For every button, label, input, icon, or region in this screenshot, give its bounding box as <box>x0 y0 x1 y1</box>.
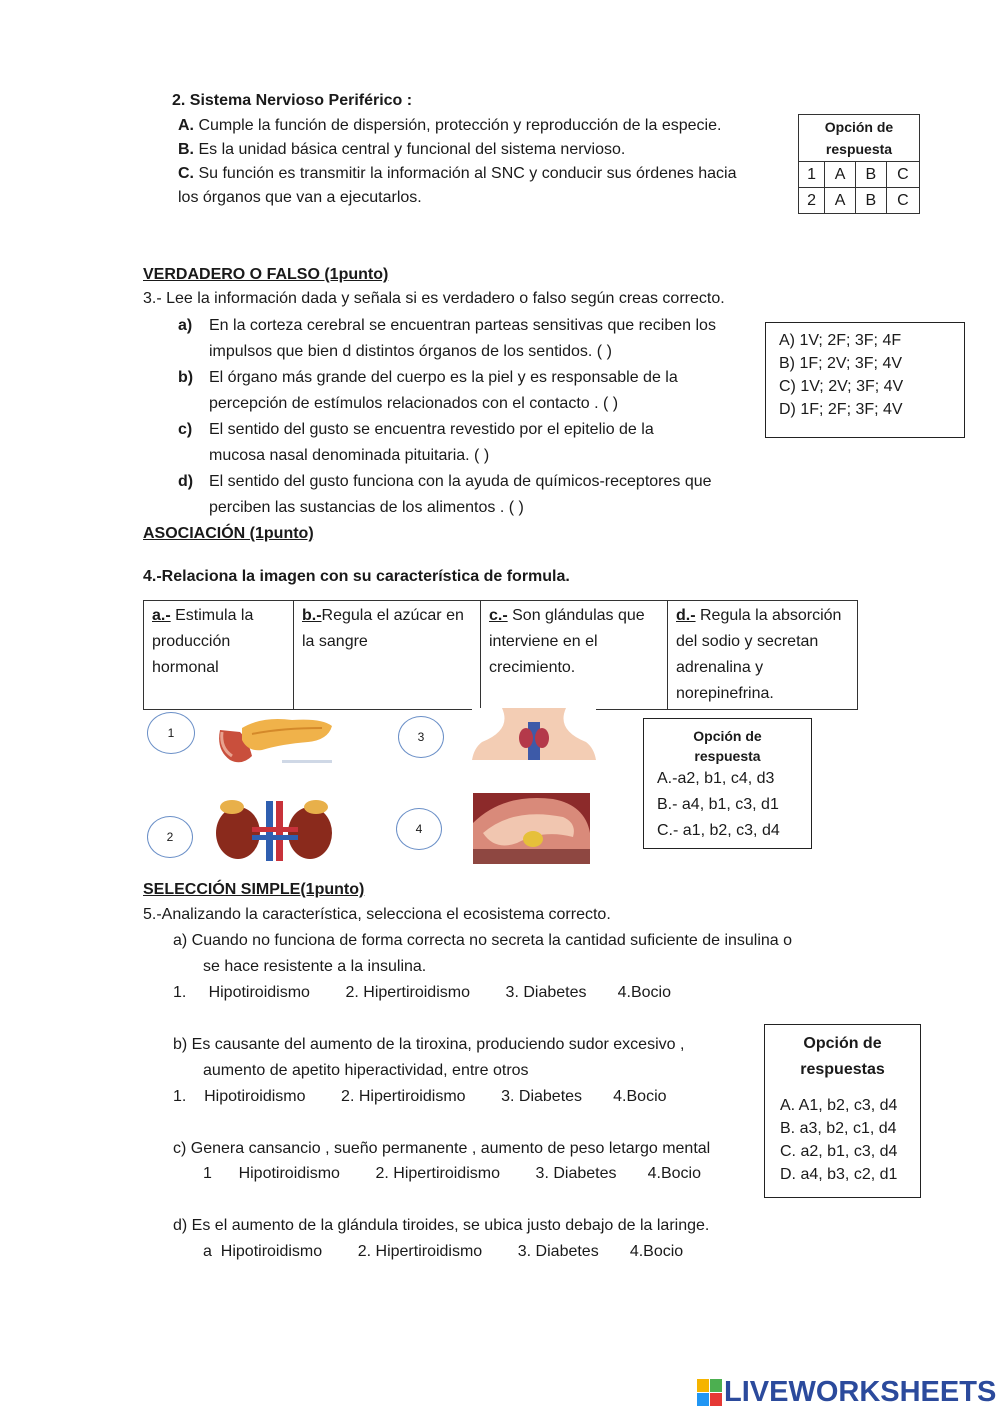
asoc-heading: ASOCIACIÓN (1punto) <box>143 525 314 542</box>
sel-option[interactable]: C. a2, b1, c3, d4 <box>780 1143 898 1160</box>
kidneys-image <box>212 793 338 863</box>
drop-circle-4[interactable]: 4 <box>396 808 442 850</box>
grid-cell-option[interactable]: C <box>886 188 919 214</box>
vf-d-letter: d) <box>178 473 194 490</box>
vf-b-line2: percepción de estímulos relacionados con el contacto . ( ) <box>209 395 619 412</box>
sel-answer-box <box>764 1024 921 1198</box>
vf-option[interactable]: D) 1F; 2F; 3F; 4V <box>779 401 903 418</box>
sel-a-line2: se hace resistente a la insulina. <box>203 958 427 975</box>
sel-d-line1: d) Es el aumento de la glándula tiroides, se ubica justo debajo de la laringe. <box>173 1217 710 1234</box>
sel-option[interactable]: B. a3, b2, c1, d4 <box>780 1120 897 1137</box>
asoc-cell-a: a.- Estimula la producción hormonal <box>144 601 294 710</box>
grid-cell-option[interactable]: A <box>825 188 856 214</box>
vf-b-line1: El órgano más grande del cuerpo es la piel y es responsable de la <box>209 369 678 386</box>
sel-d-options[interactable]: a Hipotiroidismo 2. Hipertiroidismo 3. Diabetes 4.Bocio <box>203 1243 684 1260</box>
asoc-cell-d: d.- Regula la absorción del sodio y secretan adrenalina y norepinefrina. <box>668 601 858 710</box>
sel-a-options[interactable]: 1. Hipotiroidismo 2. Hipertiroidismo 3. Diabetes 4.Bocio <box>173 984 671 1001</box>
q2-item-b: B. Es la unidad básica central y funcional del sistema nervioso. <box>178 141 626 158</box>
sel-heading: SELECCIÓN SIMPLE(1punto) <box>143 881 365 898</box>
vf-b-letter: b) <box>178 369 194 386</box>
vf-heading: VERDADERO O FALSO (1punto) <box>143 266 389 283</box>
vf-instruction: 3.- Lee la información dada y señala si es verdadero o falso según creas correcto. <box>143 290 725 307</box>
q2-item-c: C. Su función es transmitir la información al SNC y conducir sus órdenes hacia <box>178 165 737 182</box>
vf-c-line2: mucosa nasal denominada pituitaria. ( ) <box>209 447 490 464</box>
vf-a-letter: a) <box>178 317 193 334</box>
grid-cell-option[interactable]: C <box>886 162 919 188</box>
pancreas-image <box>212 710 338 768</box>
liveworksheets-logo-icon <box>697 1379 723 1407</box>
vf-option[interactable]: B) 1F; 2V; 3F; 4V <box>779 355 903 372</box>
grid-cell-option[interactable]: B <box>855 188 886 214</box>
q2-answer-header: Opción de respuesta <box>799 115 920 162</box>
vf-d-line1: El sentido del gusto funciona con la ayuda de químicos-receptores que <box>209 473 712 490</box>
sel-a-line1: a) Cuando no funciona de forma correcta no secreta la cantidad suficiente de insulina o <box>173 932 793 949</box>
asoc-option[interactable]: C.- a1, b2, c3, d4 <box>657 822 780 839</box>
drop-circle-2[interactable]: 2 <box>147 816 193 858</box>
pituitary-image <box>473 793 590 864</box>
liveworksheets-brand: LIVEWORKSHEETS <box>724 1376 997 1408</box>
q2-item-c-cont: los órganos que van a ejecutarlos. <box>178 189 422 206</box>
thyroid-image <box>472 708 596 760</box>
grid-cell-option[interactable]: B <box>855 162 886 188</box>
q2-answer-grid <box>798 114 920 214</box>
grid-cell-option[interactable]: A <box>825 162 856 188</box>
asoc-answer-header: Opción de respuesta <box>693 728 762 764</box>
q2-title: 2. Sistema Nervioso Periférico : <box>172 92 413 109</box>
asoc-table <box>143 600 858 710</box>
asoc-option[interactable]: B.- a4, b1, c3, d1 <box>657 796 779 813</box>
sel-option[interactable]: D. a4, b3, c2, d1 <box>780 1166 898 1183</box>
vf-a-line2: impulsos que bien d distintos órganos de los sentidos. ( ) <box>209 343 612 360</box>
sel-instruction: 5.-Analizando la característica, selecciona el ecosistema correcto. <box>143 906 611 923</box>
asoc-instruction: 4.-Relaciona la imagen con su característica de formula. <box>143 568 570 585</box>
asoc-cell-b: b.-Regula el azúcar en la sangre <box>294 601 481 710</box>
sel-c-options[interactable]: 1 Hipotiroidismo 2. Hipertiroidismo 3. Diabetes 4.Bocio <box>203 1165 701 1182</box>
vf-option[interactable]: C) 1V; 2V; 3F; 4V <box>779 378 904 395</box>
asoc-option[interactable]: A.-a2, b1, c4, d3 <box>657 770 775 787</box>
asoc-cell-c: c.- Son glándulas que interviene en el crecimiento. <box>481 601 668 710</box>
asoc-answer-box <box>643 718 812 849</box>
vf-c-letter: c) <box>178 421 193 438</box>
vf-options-box <box>765 322 965 438</box>
sel-b-line2: aumento de apetito hiperactividad, entre otros <box>203 1062 529 1079</box>
q2-item-a: A. Cumple la función de dispersión, protección y reproducción de la especie. <box>178 117 722 134</box>
sel-option[interactable]: A. A1, b2, c3, d4 <box>780 1097 898 1114</box>
vf-option[interactable]: A) 1V; 2F; 3F; 4F <box>779 332 902 349</box>
vf-c-line1: El sentido del gusto se encuentra revestido por el epitelio de la <box>209 421 654 438</box>
sel-b-options[interactable]: 1. Hipotiroidismo 2. Hipertiroidismo 3. Diabetes 4.Bocio <box>173 1088 667 1105</box>
drop-circle-1[interactable]: 1 <box>147 712 195 754</box>
grid-cell: 1 <box>799 162 825 188</box>
sel-c-line1: c) Genera cansancio , sueño permanente , aumento de peso letargo mental <box>173 1140 711 1157</box>
grid-cell: 2 <box>799 188 825 214</box>
sel-answer-header: Opción de respuestas <box>800 1035 885 1078</box>
drop-circle-3[interactable]: 3 <box>398 716 444 758</box>
sel-b-line1: b) Es causante del aumento de la tiroxina, produciendo sudor excesivo , <box>173 1036 685 1053</box>
vf-d-line2: perciben las sustancias de los alimentos . ( ) <box>209 499 524 516</box>
vf-a-line1: En la corteza cerebral se encuentran parteas sensitivas que reciben los <box>209 317 716 334</box>
